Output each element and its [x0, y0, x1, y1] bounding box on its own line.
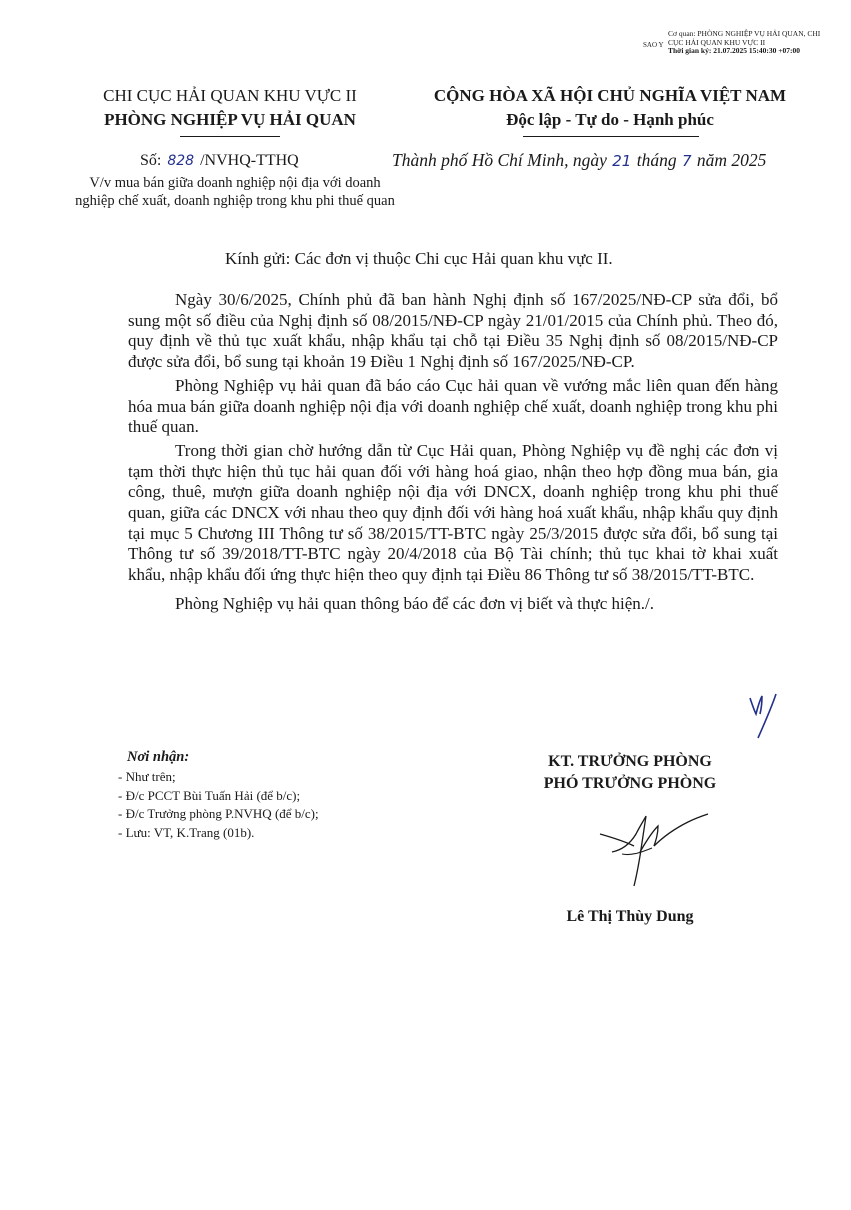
recipients-title: Nơi nhận:	[127, 749, 190, 765]
document-number	[140, 152, 299, 170]
nation-title: CỘNG HÒA XÃ HỘI CHỦ NGHĨA VIỆT NAM	[433, 86, 787, 105]
recipient-item: - Lưu: VT, K.Trang (01b).	[118, 824, 255, 840]
stamp-time: Thời gian ký: 21.07.2025 15:40:30 +07:00	[668, 46, 800, 55]
signature-title-line1: KT. TRƯỞNG PHÒNG	[548, 753, 712, 770]
agency-name: PHÒNG NGHIỆP VỤ HẢI QUAN	[104, 110, 356, 129]
addressee: Kính gửi: Các đơn vị thuộc Chi cục Hải quan khu vực II.	[225, 249, 613, 268]
recipient-item: - Đ/c PCCT Bùi Tuấn Hải (để b/c);	[118, 787, 301, 803]
stamp-label: SAO Y	[643, 41, 664, 49]
document-subject: V/v mua bán giữa doanh nghiệp nội địa với doanh nghiệp chế xuất, doanh nghiệp trong khu phi thuế quan	[75, 175, 395, 209]
digital-signature-stamp	[643, 30, 833, 56]
place-date	[392, 150, 832, 171]
day-handwritten: 21	[612, 152, 632, 170]
signature-title	[505, 751, 755, 795]
document-number-suffix: /NVHQ-TTHQ	[200, 152, 299, 169]
body-paragraph: Trong thời gian chờ hướng dẫn từ Cục Hải quan, Phòng Nghiệp vụ đề nghị các đơn vị tạm thời thực hiện thủ tục hải quan đối với hàng hoá giao, nhận theo hợp đồng mua bán, gia công, thuê, mượn giữa doanh nghiệp nội địa với DNCX, doanh nghiệp trong khu phi thuế quan, giữa các DNCX với nhau theo quy định đối với hàng hoá xuất khẩu, nhập khẩu quy định tại mục 5 Chương III Thông tư số 38/2015/TT-BTC ngày 25/3/2015 được sửa đổi, bổ sung tại Thông tư số 39/2018/TT-BTC ngày 20/4/2018 của Bộ Tài chính; thủ tục khai tờ khai xuất khẩu, nhập khẩu đối ứng thực hiện theo quy định tại Điều 86 Thông tư số 38/2015/TT-BTC.	[128, 440, 778, 585]
recipient-item: - Đ/c Trưởng phòng P.NVHQ (để b/c);	[118, 806, 319, 821]
body-paragraph: Phòng Nghiệp vụ hải quan đã báo cáo Cục hải quan về vướng mắc liên quan đến hàng hóa mua bán giữa doanh nghiệp nội địa với doanh nghiệp chế xuất, doanh nghiệp trong khu phi thuế quan.	[128, 375, 778, 437]
agency-parent: CHI CỤC HẢI QUAN KHU VỰC II	[103, 86, 357, 105]
motto: Độc lập - Tự do - Hạnh phúc	[506, 110, 714, 129]
motto-underline	[523, 136, 699, 137]
signature-title-line2: PHÓ TRƯỞNG PHÒNG	[543, 775, 717, 792]
stamp-agency: Cơ quan: PHÒNG NGHIỆP VỤ HẢI QUAN, CHI CỤC HẢI QUAN KHU VỰC II	[668, 29, 821, 47]
place-date-prefix: Thành phố Hồ Chí Minh, ngày	[392, 150, 607, 170]
handwritten-signature-icon	[592, 812, 712, 892]
recipient-item: - Như trên;	[118, 769, 176, 784]
year-label: năm 2025	[696, 150, 767, 170]
letter-body	[128, 290, 778, 618]
signer-name: Lê Thị Thùy Dung	[566, 908, 694, 925]
document-number-handwritten: 828	[167, 153, 195, 169]
body-paragraph: Ngày 30/6/2025, Chính phủ đã ban hành Nghị định số 167/2025/NĐ-CP sửa đổi, bổ sung một số điều của Nghị định số 08/2015/NĐ-CP ngày 21/01/2015 của Chính phủ. Theo đó, quy định về thủ tục xuất khẩu, nhập khẩu tại chỗ tại Điều 35 Nghị định số 08/2015/NĐ-CP được sửa đổi, bổ sung tại khoản 19 Điều 1 Nghị định số 167/2025/NĐ-CP.	[128, 290, 778, 372]
document-number-prefix: Số:	[140, 152, 162, 169]
recipients-list	[118, 768, 319, 842]
body-paragraph: Phòng Nghiệp vụ hải quan thông báo để các đơn vị biết và thực hiện./.	[175, 593, 654, 613]
initials-mark-icon	[746, 688, 784, 740]
month-handwritten: 7	[681, 152, 692, 170]
month-label: tháng	[636, 150, 677, 170]
agency-underline	[180, 136, 280, 137]
